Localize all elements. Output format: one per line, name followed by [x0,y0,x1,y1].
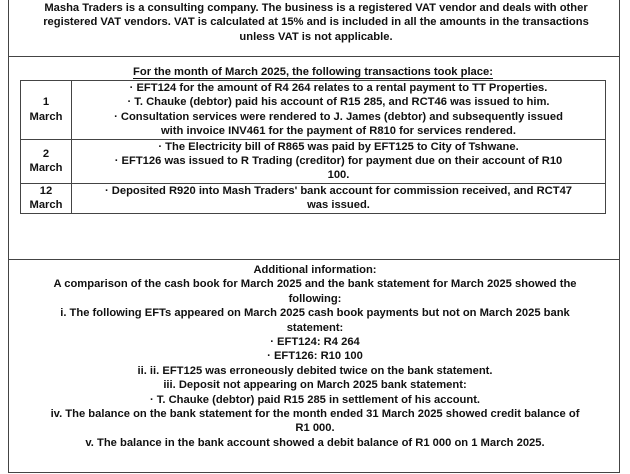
additional-line: · EFT124: R4 264 [270,336,360,349]
table-title-text: For the month of March 2025, the following transactions took place: [133,66,493,78]
additional-heading: Additional information: [253,264,377,276]
date-month: March [29,110,63,123]
date-cell [21,81,72,140]
transactions-table [20,80,606,214]
date-cell [21,139,72,183]
date-month: March [29,162,63,175]
additional-line: R1 000. [295,422,335,435]
table-row [21,81,606,140]
date-day: 12 [39,184,53,197]
table-row [21,139,606,183]
description-cell [72,139,606,183]
transaction-line: · Deposited R920 into Mash Traders' bank account for commission received, and RCT47 [104,184,573,197]
additional-line: A comparison of the cash book for March 2025 and the bank statement for March 2025 showed the [53,278,577,291]
transaction-line: · EFT124 for the amount of R4 264 relates to a rental payment to TT Properties. [129,82,548,94]
additional-line: following: [288,292,342,305]
additional-line: · EFT126: R10 100 [267,350,363,363]
additional-line: i. The following EFTs appeared on March 2025 cash book payments but not on March 2025 bank [60,307,570,320]
date-day: 2 [42,147,50,160]
section-divider-top [8,56,620,57]
transaction-line: with invoice INV461 for the payment of R810 for services rendered. [160,125,516,138]
intro-line-3: unless VAT is not applicable. [239,30,393,43]
transaction-line: · T. Chauke (debtor) paid his account of R15 285, and RCT46 was issued to him. [127,96,550,109]
transaction-line: · Consultation services were rendered to J. James (debtor) and subsequently issued [114,110,563,123]
description-cell [72,183,606,213]
description-cell [72,81,606,140]
intro-paragraph [14,1,618,44]
additional-line: · T. Chauke (debtor) paid R15 285 in settlement of his account. [149,393,481,406]
intro-line-1: Masha Traders is a consulting company. The business is a registered VAT vendor and deals with other [44,2,588,14]
table-title [20,65,606,79]
additional-information [30,263,600,450]
transaction-line: 100. [327,169,350,182]
date-cell [21,183,72,213]
additional-line: v. The balance in the bank account showed a debit balance of R1 000 on 1 March 2025. [85,436,545,449]
section-divider-bottom [8,259,620,260]
additional-line: statement: [286,321,344,334]
date-month: March [29,199,63,212]
additional-line: ii. ii. EFT125 was erroneously debited twice on the bank statement. [137,364,493,377]
additional-line: iv. The balance on the bank statement for the month ended 31 March 2025 showed credit balance of [50,408,580,421]
additional-line: iii. Deposit not appearing on March 2025 bank statement: [163,379,467,392]
transaction-line: · EFT126 was issued to R Trading (creditor) for payment due on their account of R10 [114,155,563,168]
intro-line-2: registered VAT vendors. VAT is calculated at 15% and is included in all the amounts in the transactions [43,16,589,29]
transaction-line: was issued. [307,199,370,212]
date-day: 1 [42,96,50,109]
transaction-line: · The Electricity bill of R865 was paid by EFT125 to City of Tshwane. [158,140,519,153]
table-row [21,183,606,213]
